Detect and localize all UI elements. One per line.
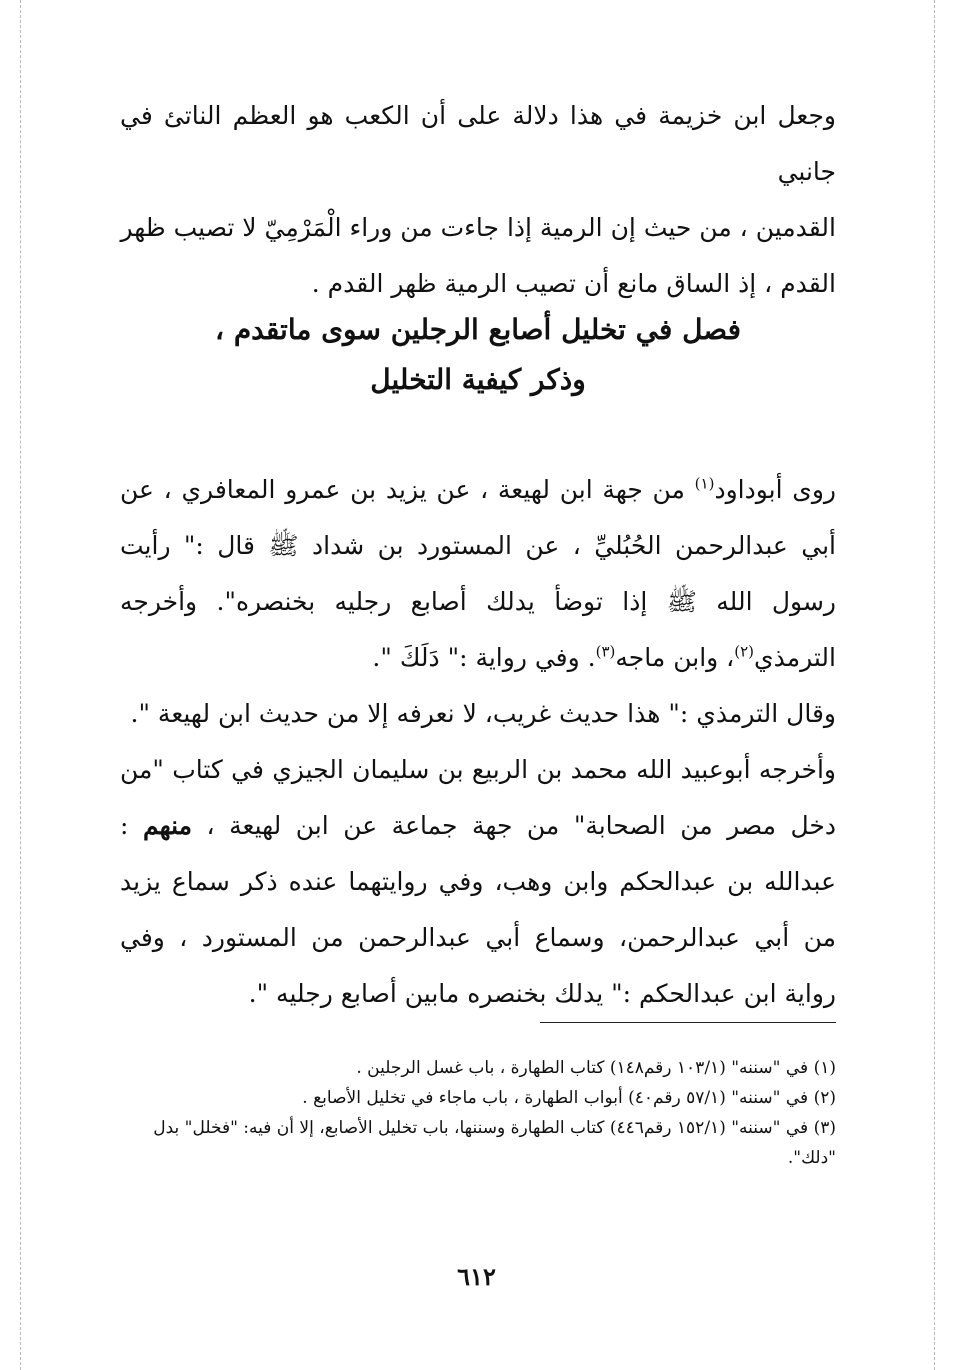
footnote-ref-2: (٢) [734,642,755,661]
p1-text-c: ، وابن ماجه [615,643,735,672]
heading-line-1: فصل في تخليل أصابع الرجلين سوى ماتقدم ، [215,313,741,346]
footnotes [120,1053,836,1173]
section-heading [120,305,836,405]
p3-bold-word: منهم [142,811,193,840]
intro-line: وجعل ابن خزيمة في هذا دلالة على أن الكعب هو العظم الناتئ في جانبي [120,101,836,186]
paragraph-2: وقال الترمذي :" هذا حديث غريب، لا نعرفه إلا من حديث ابن لهيعة ". [130,699,836,728]
paragraph-1 [120,462,836,686]
footnote-ref-1: (١) [694,474,715,493]
footnote-2: (٢) في "سننه" (٥٧/١ رقم٤٠) أبواب الطهارة ، باب ماجاء في تخليل الأصابع . [302,1088,836,1108]
paragraph-3 [120,742,836,1022]
page-number: ٦١٢ [457,1262,496,1291]
p1-text-d: . وفي رواية :" دَلَكَ ". [372,643,596,672]
footnote-divider [540,1022,836,1023]
left-margin-guide [20,0,21,1370]
right-margin-guide [934,0,935,1370]
footnote-1: (١) في "سننه" (١٠٣/١ رقم١٤٨) كتاب الطهارة ، باب غسل الرجلين . [356,1058,836,1078]
p3-text-b: : عبدالله بن عبدالحكم وابن وهب، وفي روايتهما عنده ذكر سماع يزيد من أبي عبدالرحمن، وسماع أبي عبدالرحمن من المستورد ، وفي رواية ابن عبدالحكم :" يدلك بخنصره مابين أصابع رجليه ". [120,811,836,1008]
intro-line: القدم ، إذ الساق مانع أن تصيب الرمية ظهر القدم . [311,269,836,298]
intro-line: القدمين ، من حيث إن الرمية إذا جاءت من وراء الْمَرْمِيّ لا تصيب ظهر [120,213,836,242]
p3-text-a: وأخرجه أبوعبيد الله محمد بن الربيع بن سليمان الجيزي في كتاب "من دخل مصر من الصحابة" من جهة جماعة عن ابن لهيعة ، [120,755,837,840]
intro-paragraph [120,88,836,312]
p1-text-b: من جهة ابن لهيعة ، عن يزيد بن عمرو المعافري ، عن أبي عبدالرحمن الحُبُليِّ ، عن المستورد بن شداد ﷺ قال :" رأيت رسول الله ﷺ إذا توضأ يدلك أصابع رجليه بخنصره". وأخرجه الترمذي [120,475,836,672]
p1-text-a: روى أبوداود [714,475,836,504]
footnote-ref-3: (٣) [595,642,616,661]
main-text [120,462,836,1022]
footnote-3: (٣) في "سننه" (١٥٢/١ رقم٤٤٦) كتاب الطهارة وسننها، باب تخليل الأصابع، إلا أن فيه: "فخلل" بدل "دلك". [153,1118,836,1168]
heading-line-2: وذكر كيفية التخليل [370,363,586,396]
